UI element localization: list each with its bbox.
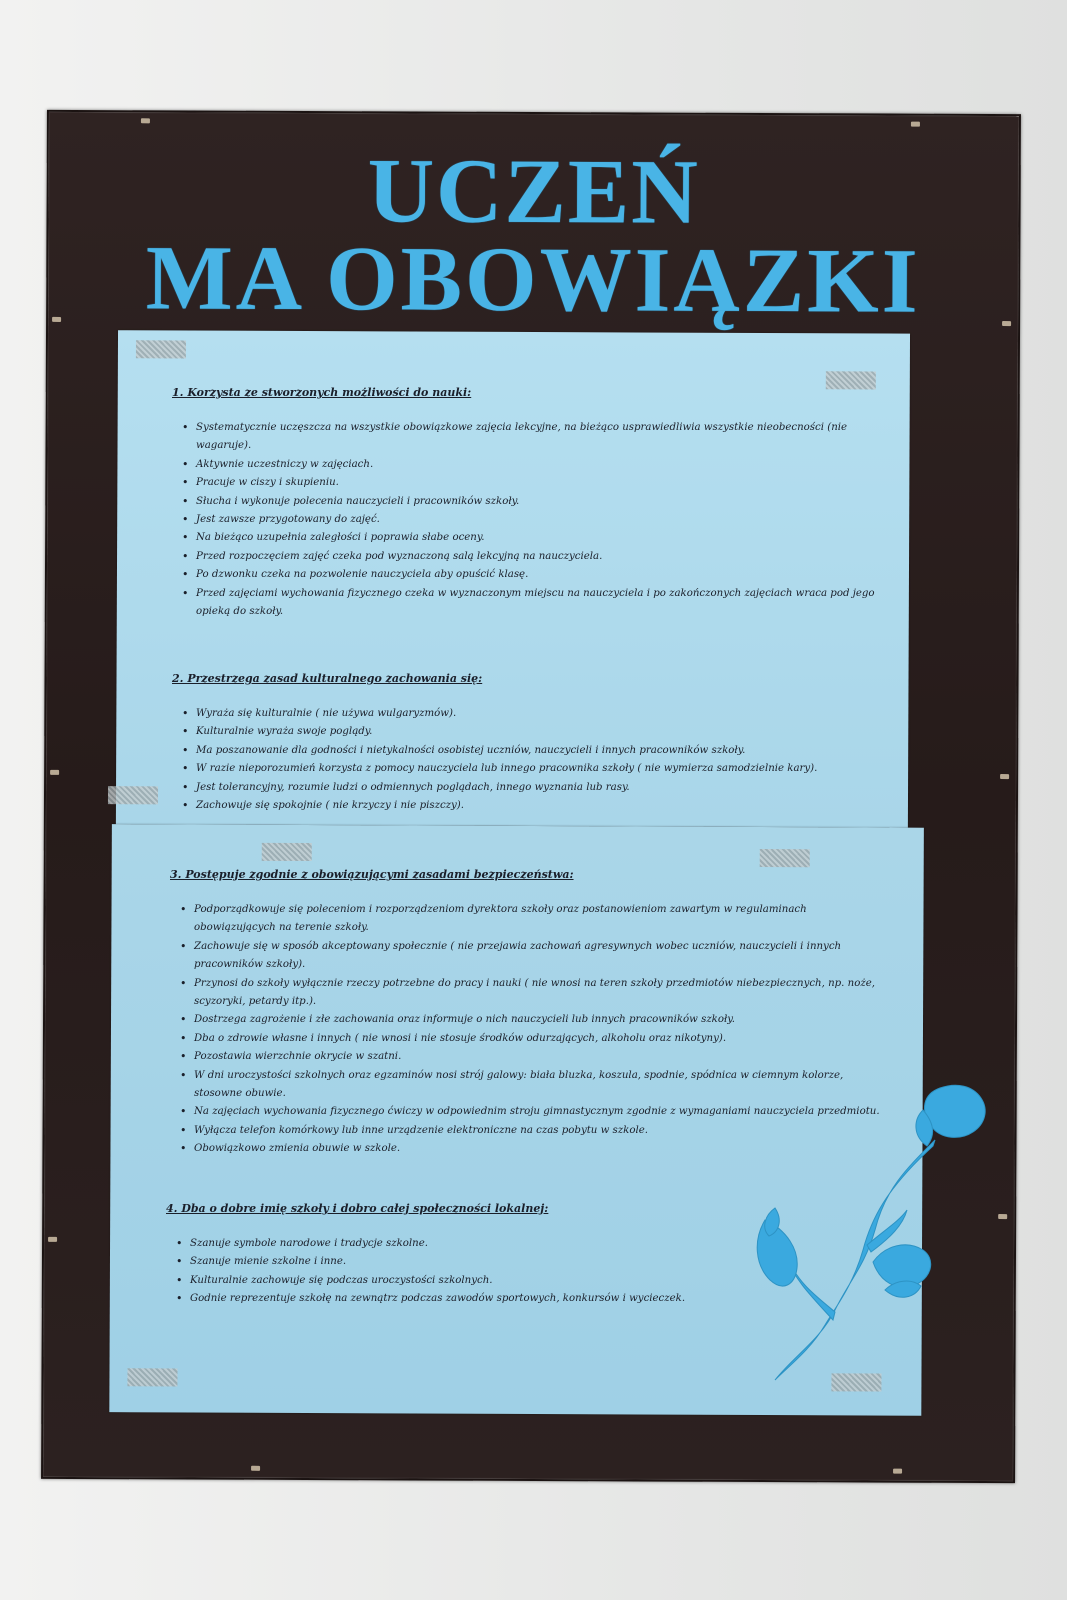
- decorative-leaf-vine-icon: [735, 1080, 1005, 1400]
- section-heading: 1. Korzysta ze stworzonych możliwości do nauki:: [172, 386, 472, 399]
- list-item: • Wyłącza telefon komórkowy lub inne urządzenie elektroniczne na czas pobytu w szkole.: [194, 1122, 890, 1140]
- list-item: • Przed rozpoczęciem zajęć czeka pod wyznaczoną salą lekcyjną na nauczyciela.: [196, 548, 902, 566]
- section-heading: 2. Przestrzega zasad kulturalnego zachowania się:: [172, 672, 483, 685]
- list-item: • Dostrzega zagrożenie i złe zachowania oraz informuje o nich nauczycieli lub innych pracowników szkoły.: [194, 1011, 890, 1029]
- frame-clip: [893, 1469, 902, 1474]
- poster-title-line-2: MA OBOWIĄZKI: [145, 226, 921, 332]
- section-heading: 3. Postępuje zgodnie z obowiązującymi zasadami bezpieczeństwa:: [170, 868, 574, 881]
- list-item: • Zachowuje się spokojnie ( nie krzyczy i nie piszczy).: [196, 797, 902, 815]
- list-item: • Jest tolerancyjny, rozumie ludzi o odmiennych poglądach, innego wyznania lub rasy.: [196, 779, 902, 797]
- tape-strip: [127, 1368, 177, 1386]
- list-item: • Godnie reprezentuje szkołę na zewnątrz podczas zawodów sportowych, konkursów i wycieczek.: [190, 1290, 786, 1308]
- frame-clip: [141, 118, 150, 123]
- list-item: • Kulturalnie wyraża swoje poglądy.: [196, 723, 902, 741]
- frame-clip: [48, 1237, 57, 1242]
- list-item: • Przed zajęciami wychowania fizycznego czeka w wyznaczonym miejscu na nauczyciela i po zakończonych zajęciach wraca pod jego opieką do szkoły.: [196, 585, 902, 622]
- list-item: • Szanuje mienie szkolne i inne.: [190, 1253, 786, 1271]
- list-item: • Aktywnie uczestniczy w zajęciach.: [196, 456, 902, 474]
- tape-strip: [826, 371, 876, 389]
- tape-strip: [136, 340, 186, 358]
- list-item: • Przynosi do szkoły wyłącznie rzeczy potrzebne do pracy i nauki ( nie wnosi na teren szkoły przedmiotów niebezpiecznych, np. noże, scyzoryki, petardy itp.).: [194, 975, 890, 1012]
- list-item: • Systematycznie uczęszcza na wszystkie obowiązkowe zajęcia lekcyjne, na bieżąco usprawiedliwia wszystkie nieobecności (nie wagaruje).: [196, 419, 902, 456]
- list-item: • Kulturalnie zachowuje się podczas uroczystości szkolnych.: [190, 1272, 786, 1290]
- tape-strip: [262, 843, 312, 861]
- list-item: • Podporządkowuje się poleceniom i rozporządzeniom dyrektora szkoły oraz postanowieniom zawartym w regulaminach obowiązujących na terenie szkoły.: [194, 901, 890, 938]
- poster-title-line-1: UCZEŃ: [367, 139, 700, 243]
- frame-clip: [1000, 774, 1009, 779]
- list-item: • Słucha i wykonuje polecenia nauczycieli i pracowników szkoły.: [196, 493, 902, 511]
- list-item: • Na bieżąco uzupełnia zaległości i poprawia słabe oceny.: [196, 529, 902, 547]
- list-item: • Ma poszanowanie dla godności i nietykalności osobistej uczniów, nauczycieli i innych pracowników szkoły.: [196, 742, 902, 760]
- list-item: • Na zajęciach wychowania fizycznego ćwiczy w odpowiednim stroju gimnastycznym zgodnie z wymaganiami nauczyciela przedmiotu.: [194, 1103, 890, 1121]
- list-item: • Wyraża się kulturalnie ( nie używa wulgaryzmów).: [196, 705, 902, 723]
- list-item: • Pracuje w ciszy i skupieniu.: [196, 474, 902, 492]
- list-item: • Szanuje symbole narodowe i tradycje szkolne.: [190, 1235, 786, 1253]
- list-item: • Obowiązkowo zmienia obuwie w szkole.: [194, 1140, 890, 1158]
- tape-strip: [760, 849, 810, 867]
- list-item: • W dni uroczystości szkolnych oraz egzaminów nosi strój galowy: biała bluzka, koszula, spodnie, spódnica w ciemnym kolorze, stosowne obuwie.: [194, 1067, 890, 1104]
- list-item: • Po dzwonku czeka na pozwolenie nauczyciela aby opuścić klasę.: [196, 566, 902, 584]
- section-heading: 4. Dba o dobre imię szkoły i dobro całej społeczności lokalnej:: [166, 1202, 549, 1215]
- frame-clip: [251, 1466, 260, 1471]
- tape-strip: [108, 786, 158, 804]
- list-item: • Pozostawia wierzchnie okrycie w szatni.: [194, 1048, 890, 1066]
- frame-clip: [911, 122, 920, 127]
- list-item: • Jest zawsze przygotowany do zajęć.: [196, 511, 902, 529]
- paper-sheet-top: [116, 330, 910, 827]
- list-item: • W razie nieporozumień korzysta z pomocy nauczyciela lub innego pracownika szkoły ( nie wymierza samodzielnie kary).: [196, 760, 902, 778]
- list-item: • Dba o zdrowie własne i innych ( nie wnosi i nie stosuje środków odurzających, alkoholu oraz nikotyny).: [194, 1030, 890, 1048]
- frame-clip: [50, 770, 59, 775]
- list-item: • Zachowuje się w sposób akceptowany społecznie ( nie przejawia zachowań agresywnych wobec uczniów, nauczycieli i innych pracowników szkoły).: [194, 938, 890, 975]
